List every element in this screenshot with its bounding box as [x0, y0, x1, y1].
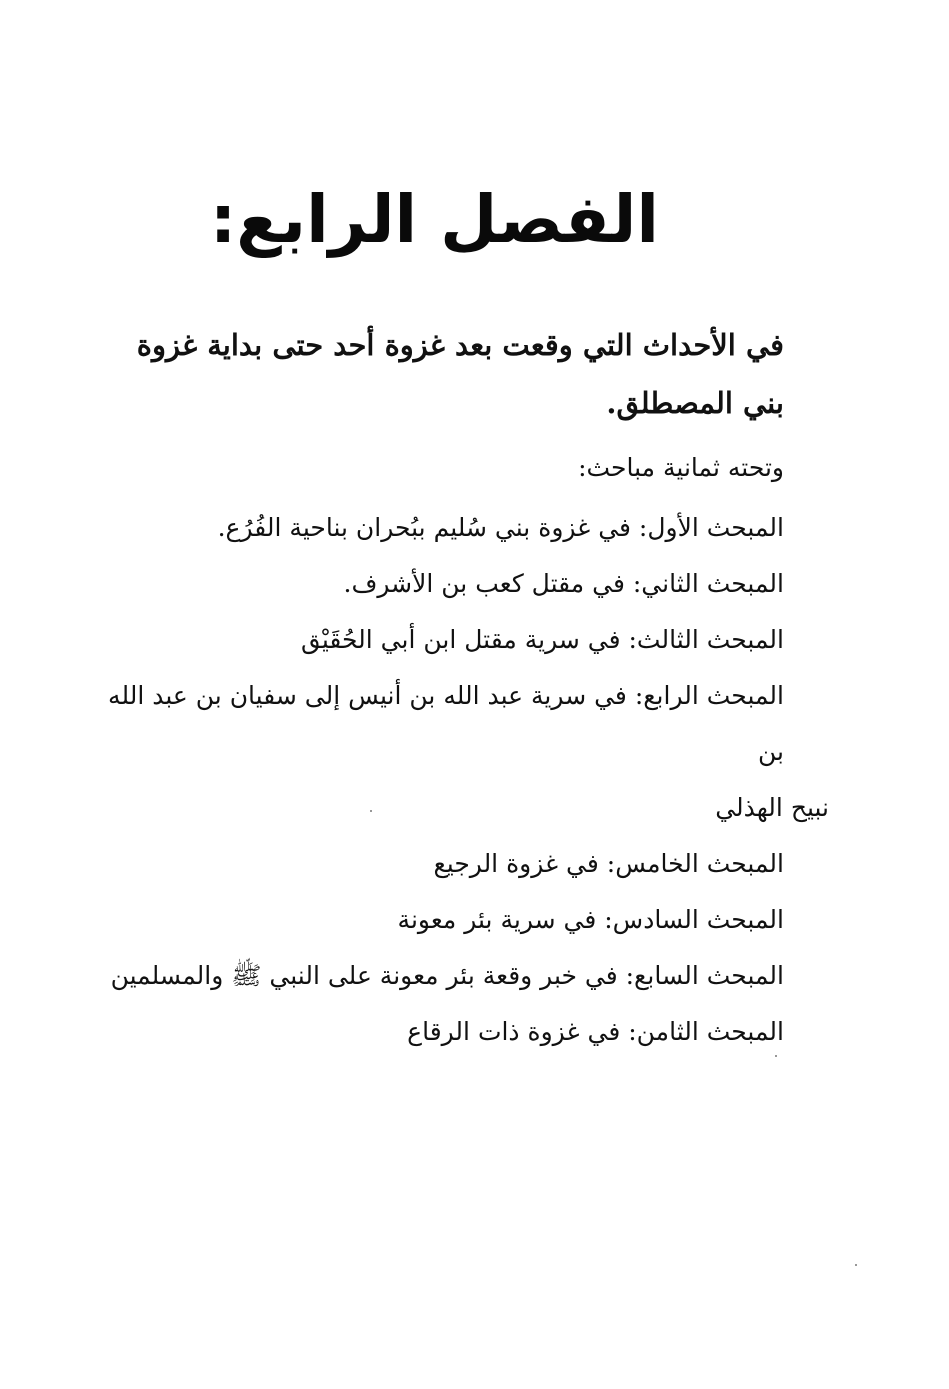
- topic-item-2: [84, 556, 784, 612]
- topic-item-4: [84, 668, 829, 836]
- topic-text: المبحث السادس: في سرية بئر معونة: [397, 905, 784, 934]
- topic-item-1: [84, 500, 784, 556]
- section-intro: وتحته ثمانية مباحث:: [578, 453, 784, 482]
- topic-item-6: [84, 892, 784, 948]
- topic-text: المبحث الأول: في غزوة بني سُليم ببُحران بناحية الفُرُع.: [217, 513, 784, 542]
- topic-text: المبحث الثالث: في سرية مقتل ابن أبي الحُقَيْق: [300, 625, 784, 654]
- scan-speck: [855, 1264, 857, 1266]
- topic-text: المبحث الثاني: في مقتل كعب بن الأشرف.: [343, 569, 784, 598]
- scan-speck: [775, 1055, 777, 1057]
- topic-text: المبحث الخامس: في غزوة الرجيع: [433, 849, 784, 878]
- topic-list: [84, 500, 829, 1060]
- topic-item-5: [84, 836, 784, 892]
- chapter-subtitle: في الأحداث التي وقعت بعد غزوة أحد حتى بداية غزوة بني المصطلق.: [136, 328, 784, 420]
- topic-text: المبحث السابع: في خبر وقعة بئر معونة على النبي ﷺ والمسلمين: [110, 961, 784, 990]
- scan-speck: [370, 810, 372, 812]
- topic-item-8: [84, 1004, 784, 1060]
- topic-item-7: [84, 948, 784, 1004]
- topic-text-continuation: نبيح الهذلي: [715, 793, 829, 822]
- topic-text: المبحث الرابع: في سرية عبد الله بن أنيس إلى سفيان بن عبد الله بن: [108, 681, 784, 766]
- topic-text: المبحث الثامن: في غزوة ذات الرقاع: [407, 1017, 784, 1046]
- topic-item-3: [84, 612, 784, 668]
- chapter-title: الفصل الرابع:: [209, 181, 659, 258]
